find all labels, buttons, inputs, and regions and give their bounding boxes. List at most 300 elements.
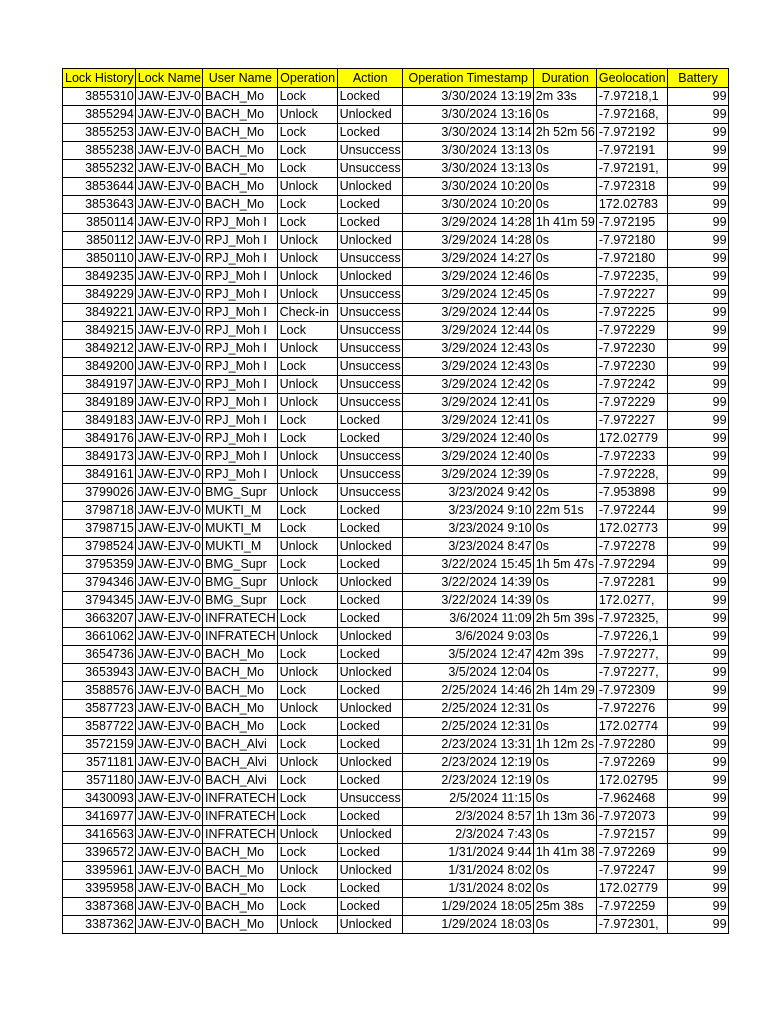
user-name-cell[interactable]: BMG_Supr bbox=[203, 484, 278, 502]
lock-name-cell[interactable]: JAW-EJV-0 bbox=[135, 286, 202, 304]
action-cell[interactable]: Locked bbox=[337, 214, 402, 232]
column-header-operation-timestamp[interactable]: Operation Timestamp bbox=[402, 69, 533, 88]
timestamp-cell[interactable]: 2/3/2024 7:43 bbox=[402, 826, 533, 844]
lock-history-cell[interactable]: 3849176 bbox=[63, 430, 136, 448]
duration-cell[interactable]: 0s bbox=[533, 340, 596, 358]
lock-history-cell[interactable]: 3587723 bbox=[63, 700, 136, 718]
action-cell[interactable]: Locked bbox=[337, 718, 402, 736]
duration-cell[interactable]: 0s bbox=[533, 700, 596, 718]
battery-cell[interactable]: 99 bbox=[667, 862, 728, 880]
lock-history-cell[interactable]: 3571181 bbox=[63, 754, 136, 772]
battery-cell[interactable]: 99 bbox=[667, 376, 728, 394]
battery-cell[interactable]: 99 bbox=[667, 430, 728, 448]
battery-cell[interactable]: 99 bbox=[667, 772, 728, 790]
user-name-cell[interactable]: BACH_Mo bbox=[203, 700, 278, 718]
operation-cell[interactable]: Lock bbox=[277, 718, 337, 736]
battery-cell[interactable]: 99 bbox=[667, 754, 728, 772]
timestamp-cell[interactable]: 3/29/2024 12:41 bbox=[402, 412, 533, 430]
lock-history-cell[interactable]: 3849221 bbox=[63, 304, 136, 322]
lock-history-cell[interactable]: 3395961 bbox=[63, 862, 136, 880]
geolocation-cell[interactable]: -7.972318 bbox=[596, 178, 667, 196]
lock-name-cell[interactable]: JAW-EJV-0 bbox=[135, 376, 202, 394]
lock-history-cell[interactable]: 3849183 bbox=[63, 412, 136, 430]
lock-history-cell[interactable]: 3855294 bbox=[63, 106, 136, 124]
lock-history-cell[interactable]: 3387362 bbox=[63, 916, 136, 934]
user-name-cell[interactable]: INFRATECH bbox=[203, 826, 278, 844]
battery-cell[interactable]: 99 bbox=[667, 880, 728, 898]
operation-cell[interactable]: Lock bbox=[277, 646, 337, 664]
battery-cell[interactable]: 99 bbox=[667, 790, 728, 808]
duration-cell[interactable]: 1h 41m 59 bbox=[533, 214, 596, 232]
lock-history-cell[interactable]: 3849235 bbox=[63, 268, 136, 286]
operation-cell[interactable]: Unlock bbox=[277, 826, 337, 844]
lock-history-cell[interactable]: 3663207 bbox=[63, 610, 136, 628]
timestamp-cell[interactable]: 3/6/2024 9:03 bbox=[402, 628, 533, 646]
lock-name-cell[interactable]: JAW-EJV-0 bbox=[135, 520, 202, 538]
lock-name-cell[interactable]: JAW-EJV-0 bbox=[135, 268, 202, 286]
action-cell[interactable]: Unlocked bbox=[337, 574, 402, 592]
lock-name-cell[interactable]: JAW-EJV-0 bbox=[135, 862, 202, 880]
timestamp-cell[interactable]: 3/22/2024 14:39 bbox=[402, 592, 533, 610]
column-header-lock-history[interactable]: Lock History bbox=[63, 69, 136, 88]
user-name-cell[interactable]: RPJ_Moh I bbox=[203, 268, 278, 286]
lock-name-cell[interactable]: JAW-EJV-0 bbox=[135, 700, 202, 718]
geolocation-cell[interactable]: -7.972180 bbox=[596, 250, 667, 268]
lock-history-cell[interactable]: 3849189 bbox=[63, 394, 136, 412]
lock-history-cell[interactable]: 3850110 bbox=[63, 250, 136, 268]
operation-cell[interactable]: Lock bbox=[277, 124, 337, 142]
lock-name-cell[interactable]: JAW-EJV-0 bbox=[135, 160, 202, 178]
lock-history-cell[interactable]: 3798715 bbox=[63, 520, 136, 538]
timestamp-cell[interactable]: 3/29/2024 12:40 bbox=[402, 430, 533, 448]
action-cell[interactable]: Unlocked bbox=[337, 826, 402, 844]
timestamp-cell[interactable]: 3/30/2024 13:14 bbox=[402, 124, 533, 142]
battery-cell[interactable]: 99 bbox=[667, 412, 728, 430]
duration-cell[interactable]: 0s bbox=[533, 772, 596, 790]
action-cell[interactable]: Unsuccess bbox=[337, 160, 402, 178]
timestamp-cell[interactable]: 3/23/2024 9:10 bbox=[402, 520, 533, 538]
battery-cell[interactable]: 99 bbox=[667, 556, 728, 574]
lock-history-cell[interactable]: 3395958 bbox=[63, 880, 136, 898]
lock-history-cell[interactable]: 3416563 bbox=[63, 826, 136, 844]
action-cell[interactable]: Unlocked bbox=[337, 754, 402, 772]
lock-name-cell[interactable]: JAW-EJV-0 bbox=[135, 232, 202, 250]
user-name-cell[interactable]: RPJ_Moh I bbox=[203, 412, 278, 430]
timestamp-cell[interactable]: 1/29/2024 18:03 bbox=[402, 916, 533, 934]
battery-cell[interactable]: 99 bbox=[667, 628, 728, 646]
timestamp-cell[interactable]: 3/5/2024 12:47 bbox=[402, 646, 533, 664]
operation-cell[interactable]: Lock bbox=[277, 412, 337, 430]
lock-history-cell[interactable]: 3387368 bbox=[63, 898, 136, 916]
battery-cell[interactable]: 99 bbox=[667, 898, 728, 916]
action-cell[interactable]: Unlocked bbox=[337, 664, 402, 682]
lock-history-cell[interactable]: 3587722 bbox=[63, 718, 136, 736]
lock-history-cell[interactable]: 3572159 bbox=[63, 736, 136, 754]
operation-cell[interactable]: Lock bbox=[277, 142, 337, 160]
operation-cell[interactable]: Unlock bbox=[277, 664, 337, 682]
operation-cell[interactable]: Unlock bbox=[277, 538, 337, 556]
geolocation-cell[interactable]: -7.972269 bbox=[596, 844, 667, 862]
battery-cell[interactable]: 99 bbox=[667, 502, 728, 520]
timestamp-cell[interactable]: 1/29/2024 18:05 bbox=[402, 898, 533, 916]
geolocation-cell[interactable]: -7.972233 bbox=[596, 448, 667, 466]
operation-cell[interactable]: Unlock bbox=[277, 250, 337, 268]
lock-history-cell[interactable]: 3416977 bbox=[63, 808, 136, 826]
user-name-cell[interactable]: BACH_Mo bbox=[203, 160, 278, 178]
action-cell[interactable]: Unsuccess bbox=[337, 394, 402, 412]
duration-cell[interactable]: 0s bbox=[533, 268, 596, 286]
geolocation-cell[interactable]: -7.972235, bbox=[596, 268, 667, 286]
battery-cell[interactable]: 99 bbox=[667, 178, 728, 196]
operation-cell[interactable]: Unlock bbox=[277, 394, 337, 412]
action-cell[interactable]: Unsuccess bbox=[337, 250, 402, 268]
action-cell[interactable]: Locked bbox=[337, 412, 402, 430]
battery-cell[interactable]: 99 bbox=[667, 394, 728, 412]
battery-cell[interactable]: 99 bbox=[667, 718, 728, 736]
column-header-action[interactable]: Action bbox=[337, 69, 402, 88]
duration-cell[interactable]: 1h 41m 38 bbox=[533, 844, 596, 862]
geolocation-cell[interactable]: 172.0277, bbox=[596, 592, 667, 610]
operation-cell[interactable]: Lock bbox=[277, 610, 337, 628]
battery-cell[interactable]: 99 bbox=[667, 574, 728, 592]
duration-cell[interactable]: 0s bbox=[533, 196, 596, 214]
duration-cell[interactable]: 0s bbox=[533, 160, 596, 178]
duration-cell[interactable]: 0s bbox=[533, 376, 596, 394]
operation-cell[interactable]: Lock bbox=[277, 430, 337, 448]
battery-cell[interactable]: 99 bbox=[667, 592, 728, 610]
user-name-cell[interactable]: BACH_Mo bbox=[203, 106, 278, 124]
lock-name-cell[interactable]: JAW-EJV-0 bbox=[135, 358, 202, 376]
lock-name-cell[interactable]: JAW-EJV-0 bbox=[135, 808, 202, 826]
user-name-cell[interactable]: BACH_Mo bbox=[203, 142, 278, 160]
lock-name-cell[interactable]: JAW-EJV-0 bbox=[135, 754, 202, 772]
duration-cell[interactable]: 0s bbox=[533, 628, 596, 646]
operation-cell[interactable]: Lock bbox=[277, 772, 337, 790]
geolocation-cell[interactable]: 172.02795 bbox=[596, 772, 667, 790]
battery-cell[interactable]: 99 bbox=[667, 106, 728, 124]
user-name-cell[interactable]: RPJ_Moh I bbox=[203, 430, 278, 448]
timestamp-cell[interactable]: 3/22/2024 14:39 bbox=[402, 574, 533, 592]
geolocation-cell[interactable]: -7.972192 bbox=[596, 124, 667, 142]
user-name-cell[interactable]: MUKTI_M bbox=[203, 520, 278, 538]
user-name-cell[interactable]: INFRATECH bbox=[203, 808, 278, 826]
duration-cell[interactable]: 0s bbox=[533, 178, 596, 196]
geolocation-cell[interactable]: -7.972191, bbox=[596, 160, 667, 178]
duration-cell[interactable]: 1h 12m 2s bbox=[533, 736, 596, 754]
operation-cell[interactable]: Unlock bbox=[277, 232, 337, 250]
action-cell[interactable]: Locked bbox=[337, 88, 402, 106]
lock-history-cell[interactable]: 3795359 bbox=[63, 556, 136, 574]
lock-history-cell[interactable]: 3849212 bbox=[63, 340, 136, 358]
duration-cell[interactable]: 0s bbox=[533, 592, 596, 610]
operation-cell[interactable]: Lock bbox=[277, 214, 337, 232]
operation-cell[interactable]: Unlock bbox=[277, 466, 337, 484]
action-cell[interactable]: Unlocked bbox=[337, 538, 402, 556]
lock-name-cell[interactable]: JAW-EJV-0 bbox=[135, 124, 202, 142]
duration-cell[interactable]: 2m 33s bbox=[533, 88, 596, 106]
lock-history-cell[interactable]: 3588576 bbox=[63, 682, 136, 700]
action-cell[interactable]: Unsuccess bbox=[337, 790, 402, 808]
geolocation-cell[interactable]: -7.953898 bbox=[596, 484, 667, 502]
geolocation-cell[interactable]: -7.972309 bbox=[596, 682, 667, 700]
column-header-battery[interactable]: Battery bbox=[667, 69, 728, 88]
timestamp-cell[interactable]: 3/29/2024 12:41 bbox=[402, 394, 533, 412]
action-cell[interactable]: Locked bbox=[337, 646, 402, 664]
user-name-cell[interactable]: INFRATECH bbox=[203, 610, 278, 628]
duration-cell[interactable]: 0s bbox=[533, 394, 596, 412]
timestamp-cell[interactable]: 3/29/2024 12:45 bbox=[402, 286, 533, 304]
battery-cell[interactable]: 99 bbox=[667, 916, 728, 934]
geolocation-cell[interactable]: -7.972228, bbox=[596, 466, 667, 484]
user-name-cell[interactable]: BACH_Alvi bbox=[203, 754, 278, 772]
user-name-cell[interactable]: BACH_Mo bbox=[203, 664, 278, 682]
lock-history-cell[interactable]: 3855253 bbox=[63, 124, 136, 142]
geolocation-cell[interactable]: -7.972325, bbox=[596, 610, 667, 628]
geolocation-cell[interactable]: -7.972276 bbox=[596, 700, 667, 718]
operation-cell[interactable]: Unlock bbox=[277, 574, 337, 592]
battery-cell[interactable]: 99 bbox=[667, 322, 728, 340]
duration-cell[interactable]: 1h 13m 36 bbox=[533, 808, 596, 826]
geolocation-cell[interactable]: -7.972168, bbox=[596, 106, 667, 124]
action-cell[interactable]: Locked bbox=[337, 520, 402, 538]
battery-cell[interactable]: 99 bbox=[667, 124, 728, 142]
lock-history-cell[interactable]: 3396572 bbox=[63, 844, 136, 862]
action-cell[interactable]: Unsuccess bbox=[337, 304, 402, 322]
timestamp-cell[interactable]: 3/29/2024 14:27 bbox=[402, 250, 533, 268]
geolocation-cell[interactable]: -7.972294 bbox=[596, 556, 667, 574]
duration-cell[interactable]: 0s bbox=[533, 412, 596, 430]
geolocation-cell[interactable]: -7.972230 bbox=[596, 340, 667, 358]
lock-history-cell[interactable]: 3849200 bbox=[63, 358, 136, 376]
battery-cell[interactable]: 99 bbox=[667, 448, 728, 466]
user-name-cell[interactable]: MUKTI_M bbox=[203, 502, 278, 520]
action-cell[interactable]: Unlocked bbox=[337, 106, 402, 124]
lock-name-cell[interactable]: JAW-EJV-0 bbox=[135, 790, 202, 808]
timestamp-cell[interactable]: 2/25/2024 14:46 bbox=[402, 682, 533, 700]
action-cell[interactable]: Unsuccess bbox=[337, 286, 402, 304]
action-cell[interactable]: Unlocked bbox=[337, 700, 402, 718]
action-cell[interactable]: Locked bbox=[337, 682, 402, 700]
lock-history-cell[interactable]: 3798524 bbox=[63, 538, 136, 556]
geolocation-cell[interactable]: 172.02773 bbox=[596, 520, 667, 538]
duration-cell[interactable]: 0s bbox=[533, 718, 596, 736]
timestamp-cell[interactable]: 2/25/2024 12:31 bbox=[402, 700, 533, 718]
user-name-cell[interactable]: RPJ_Moh I bbox=[203, 340, 278, 358]
user-name-cell[interactable]: RPJ_Moh I bbox=[203, 448, 278, 466]
battery-cell[interactable]: 99 bbox=[667, 736, 728, 754]
column-header-operation[interactable]: Operation bbox=[277, 69, 337, 88]
duration-cell[interactable]: 0s bbox=[533, 304, 596, 322]
lock-name-cell[interactable]: JAW-EJV-0 bbox=[135, 718, 202, 736]
lock-history-cell[interactable]: 3849173 bbox=[63, 448, 136, 466]
duration-cell[interactable]: 2h 5m 39s bbox=[533, 610, 596, 628]
operation-cell[interactable]: Lock bbox=[277, 736, 337, 754]
user-name-cell[interactable]: RPJ_Moh I bbox=[203, 358, 278, 376]
geolocation-cell[interactable]: -7.972242 bbox=[596, 376, 667, 394]
timestamp-cell[interactable]: 3/5/2024 12:04 bbox=[402, 664, 533, 682]
geolocation-cell[interactable]: -7.972277, bbox=[596, 646, 667, 664]
operation-cell[interactable]: Lock bbox=[277, 556, 337, 574]
duration-cell[interactable]: 0s bbox=[533, 430, 596, 448]
lock-history-cell[interactable]: 3855232 bbox=[63, 160, 136, 178]
lock-history-cell[interactable]: 3855238 bbox=[63, 142, 136, 160]
column-header-geolocation[interactable]: Geolocation bbox=[596, 69, 667, 88]
duration-cell[interactable]: 0s bbox=[533, 574, 596, 592]
user-name-cell[interactable]: RPJ_Moh I bbox=[203, 304, 278, 322]
duration-cell[interactable]: 0s bbox=[533, 538, 596, 556]
user-name-cell[interactable]: RPJ_Moh I bbox=[203, 286, 278, 304]
action-cell[interactable]: Unsuccess bbox=[337, 358, 402, 376]
lock-name-cell[interactable]: JAW-EJV-0 bbox=[135, 466, 202, 484]
user-name-cell[interactable]: RPJ_Moh I bbox=[203, 394, 278, 412]
operation-cell[interactable]: Lock bbox=[277, 322, 337, 340]
action-cell[interactable]: Locked bbox=[337, 736, 402, 754]
lock-name-cell[interactable]: JAW-EJV-0 bbox=[135, 448, 202, 466]
lock-name-cell[interactable]: JAW-EJV-0 bbox=[135, 178, 202, 196]
lock-name-cell[interactable]: JAW-EJV-0 bbox=[135, 898, 202, 916]
geolocation-cell[interactable]: -7.972191 bbox=[596, 142, 667, 160]
battery-cell[interactable]: 99 bbox=[667, 358, 728, 376]
user-name-cell[interactable]: BACH_Mo bbox=[203, 862, 278, 880]
geolocation-cell[interactable]: -7.972227 bbox=[596, 412, 667, 430]
operation-cell[interactable]: Lock bbox=[277, 196, 337, 214]
operation-cell[interactable]: Lock bbox=[277, 88, 337, 106]
action-cell[interactable]: Unlocked bbox=[337, 862, 402, 880]
user-name-cell[interactable]: RPJ_Moh I bbox=[203, 232, 278, 250]
geolocation-cell[interactable]: -7.972277, bbox=[596, 664, 667, 682]
battery-cell[interactable]: 99 bbox=[667, 88, 728, 106]
user-name-cell[interactable]: RPJ_Moh I bbox=[203, 322, 278, 340]
action-cell[interactable]: Locked bbox=[337, 808, 402, 826]
action-cell[interactable]: Unlocked bbox=[337, 178, 402, 196]
geolocation-cell[interactable]: -7.972180 bbox=[596, 232, 667, 250]
timestamp-cell[interactable]: 3/30/2024 13:19 bbox=[402, 88, 533, 106]
operation-cell[interactable]: Lock bbox=[277, 502, 337, 520]
duration-cell[interactable]: 0s bbox=[533, 448, 596, 466]
duration-cell[interactable]: 0s bbox=[533, 232, 596, 250]
timestamp-cell[interactable]: 3/29/2024 12:40 bbox=[402, 448, 533, 466]
timestamp-cell[interactable]: 3/29/2024 12:46 bbox=[402, 268, 533, 286]
lock-name-cell[interactable]: JAW-EJV-0 bbox=[135, 106, 202, 124]
action-cell[interactable]: Locked bbox=[337, 124, 402, 142]
timestamp-cell[interactable]: 2/5/2024 11:15 bbox=[402, 790, 533, 808]
lock-history-cell[interactable]: 3849161 bbox=[63, 466, 136, 484]
duration-cell[interactable]: 0s bbox=[533, 106, 596, 124]
timestamp-cell[interactable]: 2/23/2024 13:31 bbox=[402, 736, 533, 754]
timestamp-cell[interactable]: 3/23/2024 9:42 bbox=[402, 484, 533, 502]
battery-cell[interactable]: 99 bbox=[667, 250, 728, 268]
duration-cell[interactable]: 0s bbox=[533, 484, 596, 502]
geolocation-cell[interactable]: -7.972259 bbox=[596, 898, 667, 916]
duration-cell[interactable]: 0s bbox=[533, 916, 596, 934]
user-name-cell[interactable]: BACH_Mo bbox=[203, 898, 278, 916]
user-name-cell[interactable]: BMG_Supr bbox=[203, 592, 278, 610]
timestamp-cell[interactable]: 3/30/2024 10:20 bbox=[402, 178, 533, 196]
duration-cell[interactable]: 0s bbox=[533, 466, 596, 484]
lock-name-cell[interactable]: JAW-EJV-0 bbox=[135, 592, 202, 610]
operation-cell[interactable]: Lock bbox=[277, 160, 337, 178]
action-cell[interactable]: Unlocked bbox=[337, 232, 402, 250]
operation-cell[interactable]: Unlock bbox=[277, 268, 337, 286]
operation-cell[interactable]: Unlock bbox=[277, 484, 337, 502]
lock-history-cell[interactable]: 3794346 bbox=[63, 574, 136, 592]
lock-name-cell[interactable]: JAW-EJV-0 bbox=[135, 556, 202, 574]
operation-cell[interactable]: Lock bbox=[277, 790, 337, 808]
duration-cell[interactable]: 0s bbox=[533, 142, 596, 160]
timestamp-cell[interactable]: 1/31/2024 9:44 bbox=[402, 844, 533, 862]
geolocation-cell[interactable]: -7.972244 bbox=[596, 502, 667, 520]
action-cell[interactable]: Unsuccess bbox=[337, 466, 402, 484]
user-name-cell[interactable]: BACH_Mo bbox=[203, 844, 278, 862]
geolocation-cell[interactable]: -7.972281 bbox=[596, 574, 667, 592]
geolocation-cell[interactable]: -7.972073 bbox=[596, 808, 667, 826]
lock-name-cell[interactable]: JAW-EJV-0 bbox=[135, 430, 202, 448]
action-cell[interactable]: Unsuccess bbox=[337, 376, 402, 394]
timestamp-cell[interactable]: 1/31/2024 8:02 bbox=[402, 862, 533, 880]
geolocation-cell[interactable]: 172.02774 bbox=[596, 718, 667, 736]
lock-name-cell[interactable]: JAW-EJV-0 bbox=[135, 304, 202, 322]
lock-name-cell[interactable]: JAW-EJV-0 bbox=[135, 844, 202, 862]
duration-cell[interactable]: 22m 51s bbox=[533, 502, 596, 520]
operation-cell[interactable]: Unlock bbox=[277, 628, 337, 646]
duration-cell[interactable]: 25m 38s bbox=[533, 898, 596, 916]
lock-history-cell[interactable]: 3430093 bbox=[63, 790, 136, 808]
user-name-cell[interactable]: MUKTI_M bbox=[203, 538, 278, 556]
geolocation-cell[interactable]: -7.972229 bbox=[596, 394, 667, 412]
geolocation-cell[interactable]: -7.972280 bbox=[596, 736, 667, 754]
operation-cell[interactable]: Unlock bbox=[277, 106, 337, 124]
operation-cell[interactable]: Lock bbox=[277, 808, 337, 826]
battery-cell[interactable]: 99 bbox=[667, 286, 728, 304]
lock-name-cell[interactable]: JAW-EJV-0 bbox=[135, 484, 202, 502]
action-cell[interactable]: Unlocked bbox=[337, 628, 402, 646]
lock-history-cell[interactable]: 3850112 bbox=[63, 232, 136, 250]
geolocation-cell[interactable]: -7.972227 bbox=[596, 286, 667, 304]
timestamp-cell[interactable]: 3/30/2024 13:16 bbox=[402, 106, 533, 124]
duration-cell[interactable]: 42m 39s bbox=[533, 646, 596, 664]
battery-cell[interactable]: 99 bbox=[667, 196, 728, 214]
lock-name-cell[interactable]: JAW-EJV-0 bbox=[135, 538, 202, 556]
user-name-cell[interactable]: BACH_Alvi bbox=[203, 772, 278, 790]
battery-cell[interactable]: 99 bbox=[667, 610, 728, 628]
lock-name-cell[interactable]: JAW-EJV-0 bbox=[135, 646, 202, 664]
action-cell[interactable]: Locked bbox=[337, 772, 402, 790]
lock-name-cell[interactable]: JAW-EJV-0 bbox=[135, 916, 202, 934]
lock-name-cell[interactable]: JAW-EJV-0 bbox=[135, 88, 202, 106]
duration-cell[interactable]: 2h 52m 56 bbox=[533, 124, 596, 142]
operation-cell[interactable]: Check-in bbox=[277, 304, 337, 322]
battery-cell[interactable]: 99 bbox=[667, 466, 728, 484]
operation-cell[interactable]: Lock bbox=[277, 898, 337, 916]
column-header-lock-name[interactable]: Lock Name bbox=[135, 69, 202, 88]
battery-cell[interactable]: 99 bbox=[667, 340, 728, 358]
action-cell[interactable]: Locked bbox=[337, 610, 402, 628]
action-cell[interactable]: Unsuccess bbox=[337, 484, 402, 502]
timestamp-cell[interactable]: 3/23/2024 9:10 bbox=[402, 502, 533, 520]
user-name-cell[interactable]: RPJ_Moh I bbox=[203, 214, 278, 232]
lock-history-cell[interactable]: 3794345 bbox=[63, 592, 136, 610]
battery-cell[interactable]: 99 bbox=[667, 808, 728, 826]
user-name-cell[interactable]: BACH_Alvi bbox=[203, 736, 278, 754]
timestamp-cell[interactable]: 3/30/2024 13:13 bbox=[402, 160, 533, 178]
battery-cell[interactable]: 99 bbox=[667, 682, 728, 700]
lock-name-cell[interactable]: JAW-EJV-0 bbox=[135, 772, 202, 790]
lock-history-cell[interactable]: 3654736 bbox=[63, 646, 136, 664]
geolocation-cell[interactable]: -7.962468 bbox=[596, 790, 667, 808]
lock-name-cell[interactable]: JAW-EJV-0 bbox=[135, 394, 202, 412]
timestamp-cell[interactable]: 2/25/2024 12:31 bbox=[402, 718, 533, 736]
duration-cell[interactable]: 0s bbox=[533, 880, 596, 898]
